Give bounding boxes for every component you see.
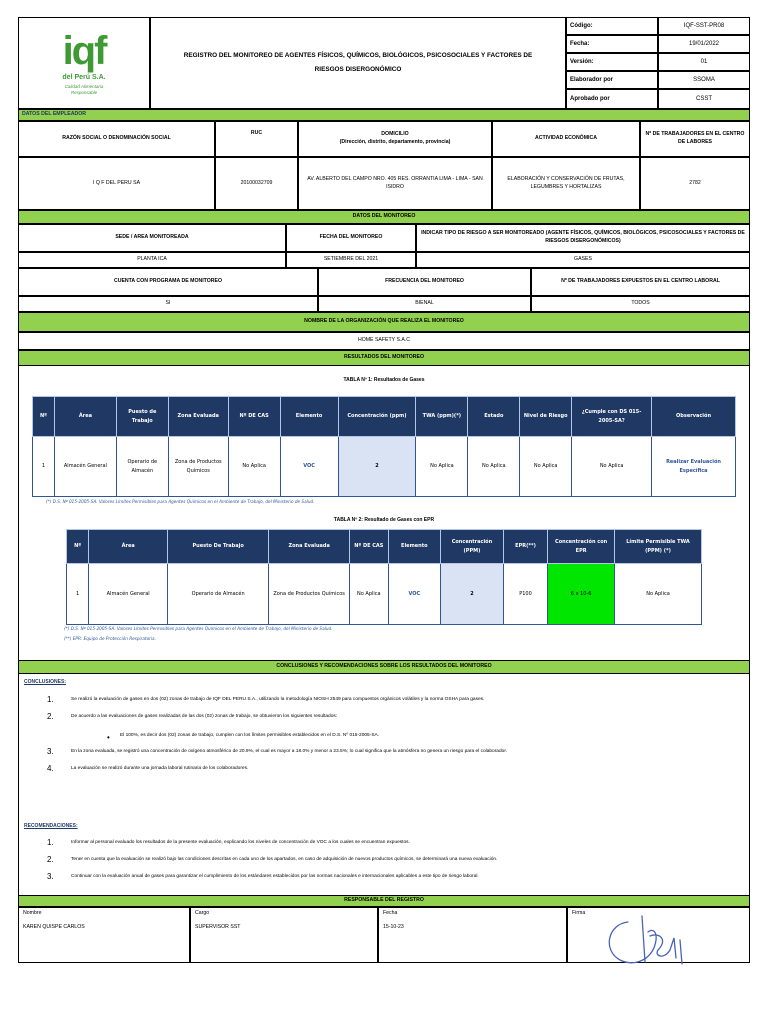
tabla2-caption: TABLA Nº 2: Resultado de Gases con EPR <box>333 517 435 523</box>
label-firma: Firma <box>572 910 586 916</box>
tabla2-note-2: (**) EPR: Equipo de Protección Respiratoria. <box>64 636 156 641</box>
conclusion-number: 2. <box>47 712 54 721</box>
recommendation-text: Informar al personal evaluado los resultados de la presente evaluación, explicando los niveles de concentración de VOC a los cuales se encuentran expuestos. <box>71 840 410 845</box>
tabla1-column-header: Nivel de Riesgo <box>520 397 572 437</box>
conclusion-number: 3. <box>47 747 54 756</box>
logo-wordmark: iqf <box>62 29 106 73</box>
header-expuestos: Nº DE TRABAJADORES EXPUESTOS EN EL CENTRO LABORAL <box>531 268 750 296</box>
tabla1-caption: TABLA Nº 1: Resultados de Gases <box>343 377 425 383</box>
value-frecuencia: BIENAL <box>318 296 531 312</box>
header-domicilio-sub: (Dirección, distrito, departamento, provincia) <box>339 139 451 145</box>
section-resultados: RESULTADOS DEL MONITOREO <box>18 350 750 366</box>
value-nombre: KAREN QUISPE CARLOS <box>23 923 85 930</box>
tabla2-column-header: Elemento <box>388 530 441 564</box>
section-monitoreo: DATOS DEL MONITOREO <box>18 210 750 224</box>
responsable-nombre-cell <box>18 907 190 963</box>
tabla1-column-header: Observación <box>652 397 736 437</box>
tabla2-cell: Zona de Productos Químicos <box>269 564 350 625</box>
tabla1-column-header: Concentración (ppm) <box>338 397 416 437</box>
header-ruc: RUC <box>215 121 298 157</box>
label-fecha: Fecha <box>383 910 398 916</box>
tabla2-column-header: Concentración (PPM) <box>441 530 504 564</box>
conclusion-text: Se realizó la evaluación de gases en dos (02) zonas de trabajo de IQF DEL PERU S.A., utilizando la metodología NIOSH 2549 para compuestos orgánicos volátiles y la norma OSHA para gases. <box>71 697 485 702</box>
meta-label: Aprobado por <box>566 89 658 109</box>
tabla1-column-header: Elemento <box>280 397 338 437</box>
tabla1-column-header: Nº DE CAS <box>228 397 280 437</box>
conclusion-text: De acuerdo a las evaluaciones de gases realizadas de las dos (02) zonas de trabajo, se obtuvieron los siguientes resultados: <box>71 714 338 719</box>
signature-image <box>598 910 708 970</box>
recommendation-number: 1. <box>47 838 54 847</box>
tabla1-cell: No Aplica <box>468 437 520 497</box>
tabla1-cell: VOC <box>280 437 338 497</box>
tabla1-column-header: ¿Cumple con DS 015-2005-SA? <box>572 397 652 437</box>
recommendation-number: 2. <box>47 855 54 864</box>
section-responsable: RESPONSABLE DEL REGISTRO <box>18 895 750 907</box>
section-conclusiones: CONCLUSIONES Y RECOMENDACIONES SOBRE LOS RESULTADOS DEL MONITOREO <box>18 660 750 674</box>
responsable-cargo-cell <box>190 907 378 963</box>
conclusion-text: La evaluación se realizó durante una jornada laboral rutinaria de los colaboradores. <box>71 766 249 771</box>
conclusion-number: 1. <box>47 695 54 704</box>
conclusion-number: 4. <box>47 764 54 773</box>
header-razon-social: RAZÓN SOCIAL O DENOMINACIÓN SOCIAL <box>18 121 215 157</box>
tabla1-column-header: Zona Evaluada <box>168 397 228 437</box>
tabla1-cell: Realizar Evaluación Específica <box>652 437 736 497</box>
tabla1-column-header: Estado <box>468 397 520 437</box>
recommendation-number: 3. <box>47 872 54 881</box>
tabla2-cell: P100 <box>503 564 547 625</box>
tabla2-cell: 2 <box>441 564 504 625</box>
meta-value: 19/01/2022 <box>658 35 750 53</box>
meta-value: 01 <box>658 53 750 71</box>
tabla2-column-header: Puesto De Trabajo <box>168 530 269 564</box>
tabla1-column-header: TWA (ppm)(*) <box>416 397 468 437</box>
tabla1-cell: Zona de Productos Químicos <box>168 437 228 497</box>
tabla2-column-header: EPR(**) <box>503 530 547 564</box>
value-domicilio: AV. ALBERTO DEL CAMPO NRO. 405 RES. ORRANTIA LIMA - LIMA - SAN ISIDRO <box>298 157 492 210</box>
tabla1-cell: No Aplica <box>416 437 468 497</box>
tabla2-cell: No Aplica <box>615 564 702 625</box>
tabla2-note-1: (*) D.S. Nº 015-2005-SA. Valores Límites Permisibles para Agentes Químicos en el Ambiente de Trabajo, del Ministerio de Salud. <box>64 626 333 631</box>
conclusiones-label: CONCLUSIONES: <box>24 679 66 685</box>
section-organizacion: NOMBRE DE LA ORGANIZACIÓN QUE REALIZA EL MONITOREO <box>18 312 750 332</box>
header-num-trabajadores: Nº DE TRABAJADORES EN EL CENTRO DE LABORES <box>640 121 750 157</box>
meta-label: Código: <box>566 17 658 35</box>
meta-label: Elaborador por <box>566 71 658 89</box>
tabla1-cell: Almacén General <box>54 437 116 497</box>
conclusion-text: En la zona evaluada, se registró una concentración de oxígeno atmosférico de 20.9%, el cual es mayor a 18.0% y menor a 23.5%; lo cual significa que la atmósfera no genera un riesgo para el colaborador. <box>71 749 507 754</box>
tabla1-cell: No Aplica <box>520 437 572 497</box>
tabla2-cell: Almacén General <box>89 564 168 625</box>
label-cargo: Cargo <box>195 910 210 916</box>
tabla1-cell: No Aplica <box>572 437 652 497</box>
value-ruc: 20100032709 <box>215 157 298 210</box>
tabla2-column-header: Zona Evaluada <box>269 530 350 564</box>
meta-value: CSST <box>658 89 750 109</box>
tabla2-column-header: Concentración con EPR <box>548 530 615 564</box>
value-num-trabajadores: 2782 <box>640 157 750 210</box>
tabla2-column-header: Nº <box>67 530 89 564</box>
tabla2-header-row <box>67 530 702 564</box>
section-empleador: DATOS DEL EMPLEADOR <box>18 109 750 121</box>
tabla1-data-row <box>33 437 736 497</box>
document-title: REGISTRO DEL MONITOREO DE AGENTES FÍSICOS, QUÍMICOS, BIOLÓGICOS, PSICOSOCIALES Y FACTORES DE RIESGOS DISERGONÓMICO <box>150 17 566 109</box>
bullet-icon: • <box>107 733 110 742</box>
responsable-fecha-cell <box>378 907 567 963</box>
header-domicilio-label: DOMICILIO <box>381 131 409 138</box>
logo-tagline-1: Calidad Alimentaria <box>64 83 104 89</box>
value-razon-social: I Q F DEL PERU SA <box>18 157 215 210</box>
logo-cell <box>18 17 150 109</box>
value-cargo: SUPERVISOR SST <box>195 923 241 930</box>
header-programa: CUENTA CON PROGRAMA DE MONITOREO <box>18 268 318 296</box>
label-nombre: Nombre <box>23 910 42 916</box>
meta-value: SSOMA <box>658 71 750 89</box>
value-organizacion: HOME SAFETY S.A.C <box>18 332 750 350</box>
recommendation-text: Continuar con la evaluación anual de gases para garantizar el cumplimiento de los estándares establecidos por las normas nacionales e internacionales aplicables a este tipo de riesgo laboral. <box>71 874 479 879</box>
tabla1-note: (*) D.S. Nº 015-2005-SA. Valores Límites Permisibles para Agentes Químicos en el Ambiente de Trabajo, del Ministerio de Salud. <box>46 499 315 504</box>
value-actividad: ELABORACIÓN Y CONSERVACIÓN DE FRUTAS, LEGUMBRES Y HORTALIZAS <box>492 157 640 210</box>
meta-label: Versión: <box>566 53 658 71</box>
header-tipo-riesgo: INDICAR TIPO DE RIESGO A SER MONITOREADO (AGENTE FÍSICOS, QUÍMICOS, BIOLÓGICOS, PSICOSOCIALES Y FACTORES DE RIESGOS DISERGONÓMICOS) <box>416 224 750 252</box>
header-frecuencia: FRECUENCIA DEL MONITOREO <box>318 268 531 296</box>
tabla2-cell: 6 x 10-6 <box>548 564 615 625</box>
tabla1-cell: No Aplica <box>228 437 280 497</box>
header-sede: SEDE / AREA MONITOREADA <box>18 224 286 252</box>
tabla2-column-header: Área <box>89 530 168 564</box>
conclusion-text: El 100%, es decir dos (02) zonas de trabajo, cumplen con los límites permisibles establecidos en el D.S. Nº 015-2005-SA. <box>120 733 380 738</box>
header-fecha-monitoreo: FECHA DEL MONITOREO <box>286 224 416 252</box>
value-sede: PLANTA ICA <box>18 252 286 268</box>
tabla1-cell: 2 <box>338 437 416 497</box>
tabla1-cell: 1 <box>33 437 55 497</box>
header-domicilio <box>298 121 492 157</box>
value-tipo-riesgo: GASES <box>416 252 750 268</box>
tabla2-column-header: Nº DE CAS <box>350 530 388 564</box>
header-actividad: ACTIVIDAD ECONÓMICA <box>492 121 640 157</box>
meta-label: Fecha: <box>566 35 658 53</box>
tabla1-cell: Operario de Almacén <box>116 437 168 497</box>
tabla2-cell: VOC <box>388 564 441 625</box>
value-fecha: 15-10-23 <box>383 923 404 930</box>
logo-tagline-2: Responsable <box>70 90 98 96</box>
value-programa: SI <box>18 296 318 312</box>
tabla1-column-header: Nº <box>33 397 55 437</box>
tabla1 <box>32 396 736 497</box>
tabla2-cell: 1 <box>67 564 89 625</box>
tabla2-cell: Operario de Almacén <box>168 564 269 625</box>
value-fecha-monitoreo: SETIEMBRE DEL 2021 <box>286 252 416 268</box>
tabla1-column-header: Área <box>54 397 116 437</box>
value-expuestos: TODOS <box>531 296 750 312</box>
tabla1-column-header: Puesto de Trabajo <box>116 397 168 437</box>
company-logo <box>58 29 110 73</box>
tabla1-header-row <box>33 397 736 437</box>
tabla2-data-row <box>67 564 702 625</box>
logo-subtitle: del Perú S.A. <box>62 74 106 81</box>
recomendaciones-label: RECOMENDACIONES: <box>24 823 78 829</box>
recommendation-text: Tener en cuenta que la evaluación se realizó bajo las condiciones descritas en cada uno de los apartados, en caso de adquisición de nuevos productos químicos, se determinará una nueva evaluación. <box>71 857 498 862</box>
tabla2 <box>66 529 702 625</box>
tabla2-column-header: Límite Permisible TWA (PPM) (*) <box>615 530 702 564</box>
meta-value: IQF-SST-PR08 <box>658 17 750 35</box>
tabla2-cell: No Aplica <box>350 564 388 625</box>
